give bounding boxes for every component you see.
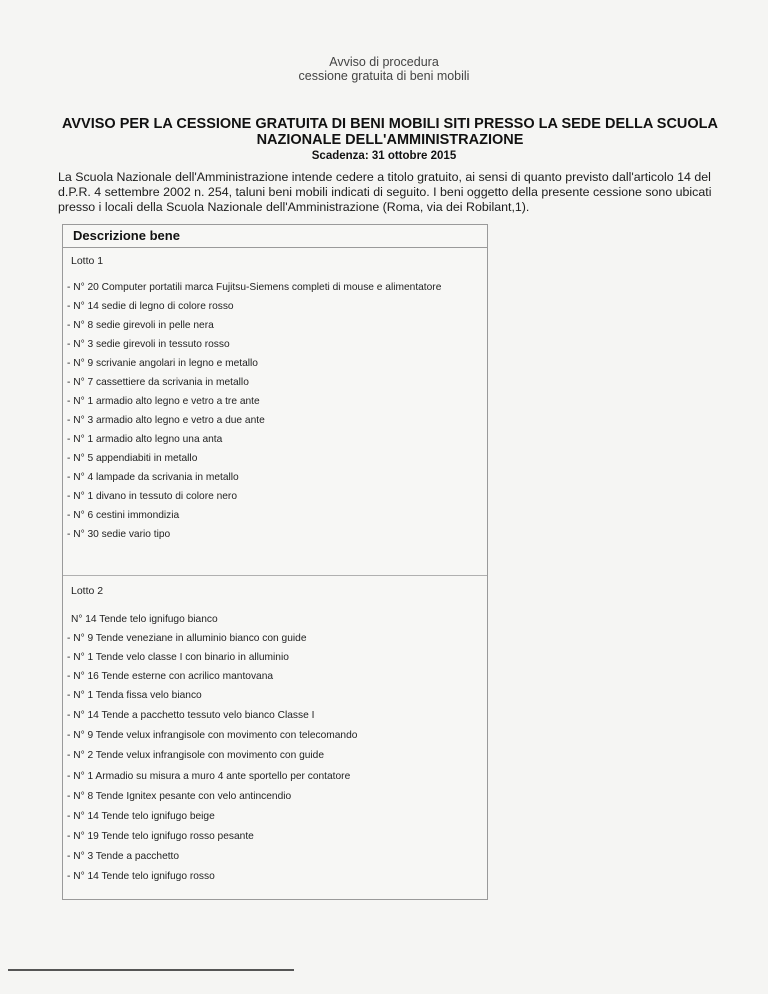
deadline: Scadenza: 31 ottobre 2015 [311, 150, 457, 162]
list-item: - N° 1 armadio alto legno una anta [67, 434, 223, 445]
list-item: - N° 20 Computer portatili marca Fujitsu-Siemens completi di mouse e alimentatore [67, 282, 442, 293]
list-item: - N° 9 scrivanie angolari in legno e metallo [67, 358, 258, 369]
document-title: AVVISO PER LA CESSIONE GRATUITA DI BENI MOBILI SITI PRESSO LA SEDE DELLA SCUOLA NAZIONALE DELL'AMMINISTRAZIONE [61, 116, 719, 148]
lotto-label: Lotto 2 [71, 585, 104, 597]
notice-subject-line: cessione gratuita di beni mobili [298, 69, 470, 83]
list-item: - N° 9 Tende veneziane in alluminio bianco con guide [67, 633, 307, 644]
list-item: - N° 1 divano in tessuto di colore nero [67, 491, 237, 502]
list-item: - N° 16 Tende esterne con acrilico mantovana [67, 671, 274, 682]
list-item: - N° 2 Tende velux infrangisole con movimento con guide [67, 750, 325, 761]
list-item: - N° 3 sedie girevoli in tessuto rosso [67, 339, 230, 350]
list-item: - N° 8 sedie girevoli in pelle nera [67, 320, 214, 331]
goods-table [62, 224, 488, 900]
list-item: - N° 3 armadio alto legno e vetro a due ante [67, 415, 265, 426]
list-item: - N° 30 sedie vario tipo [67, 529, 171, 540]
list-item: N° 14 Tende telo ignifugo bianco [71, 614, 218, 625]
list-item: - N° 7 cassettiere da scrivania in metallo [67, 377, 249, 388]
list-item: - N° 4 lampade da scrivania in metallo [67, 472, 239, 483]
list-item: - N° 1 Tende velo classe I con binario in alluminio [67, 652, 289, 663]
list-item: - N° 6 cestini immondizia [67, 510, 180, 521]
list-item: - N° 1 armadio alto legno e vetro a tre ante [67, 396, 260, 407]
list-item: - N° 1 Tenda fissa velo bianco [67, 690, 202, 701]
table-header-label: Descrizione bene [73, 228, 180, 243]
list-item: - N° 8 Tende Ignitex pesante con velo antincendio [67, 791, 292, 802]
notice-type-line: Avviso di procedura [329, 55, 439, 69]
list-item: - N° 14 sedie di legno di colore rosso [67, 301, 234, 312]
intro-paragraph: La Scuola Nazionale dell'Amministrazione intende cedere a titolo gratuito, ai sensi di quanto previsto dall'articolo 14 del d.P.R. 4 settembre 2002 n. 254, taluni beni mobili indicati di seguito. I beni oggetto della presente cessione sono ubicati presso i locali della Scuola Nazionale dell'Amministrazione (Roma, via dei Robilant,1). [58, 170, 712, 214]
list-item: - N° 1 Armadio su misura a muro 4 ante sportello per contatore [67, 771, 351, 782]
footer-rule [8, 969, 294, 971]
table-header [63, 225, 487, 248]
list-item: - N° 19 Tende telo ignifugo rosso pesante [67, 831, 254, 842]
list-item: - N° 9 Tende velux infrangisole con movimento con telecomando [67, 730, 358, 741]
list-item: - N° 14 Tende telo ignifugo rosso [67, 871, 215, 882]
list-item: - N° 14 Tende telo ignifugo beige [67, 811, 215, 822]
list-item: - N° 14 Tende a pacchetto tessuto velo bianco Classe I [67, 710, 315, 721]
list-item: - N° 5 appendiabiti in metallo [67, 453, 198, 464]
lotto-divider [63, 575, 487, 576]
list-item: - N° 3 Tende a pacchetto [67, 851, 180, 862]
lotto-label: Lotto 1 [71, 255, 104, 267]
